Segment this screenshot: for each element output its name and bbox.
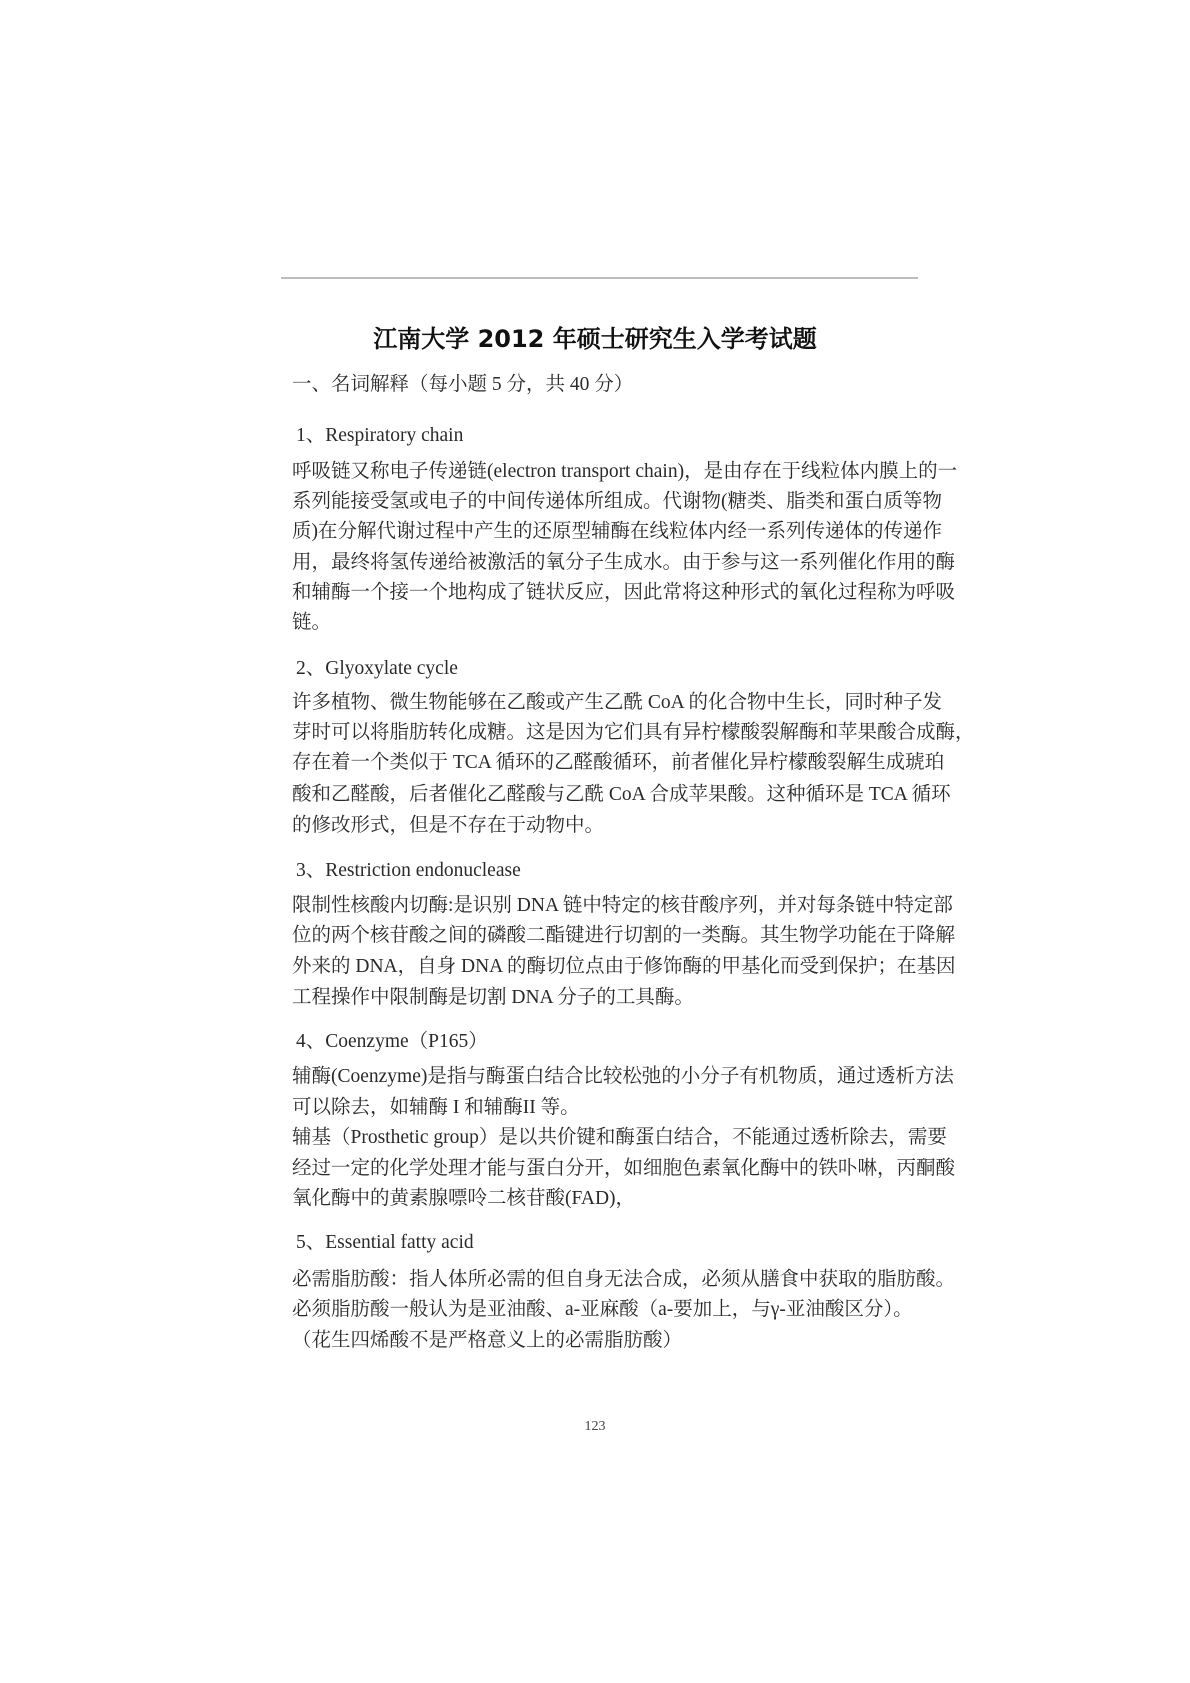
question-heading: 2、Glyoxylate cycle [296,658,458,679]
answer-line: 必需脂肪酸：指人体所必需的但自身无法合成，必须从膳食中获取的脂肪酸。 [292,1269,956,1290]
answer-line: 存在着一个类似于 TCA 循环的乙醛酸循环，前者催化异柠檬酸裂解生成琥珀 [292,752,945,773]
answer-line: 系列能接受氢或电子的中间传递体所组成。代谢物(糖类、脂类和蛋白质等物 [292,491,942,512]
answer-line: 必须脂肪酸一般认为是亚油酸、a-亚麻酸（a-要加上，与γ-亚油酸区分）。 [292,1299,913,1320]
answer-line: 辅酶(Coenzyme)是指与酶蛋白结合比较松弛的小分子有机物质，通过透析方法 [292,1066,954,1087]
question-heading: 3、Restriction endonuclease [296,860,521,881]
answer-line: 外来的 DNA，自身 DNA 的酶切位点由于修饰酶的甲基化而受到保护；在基因 [292,956,956,977]
answer-line: 经过一定的化学处理才能与蛋白分开，如细胞色素氧化酶中的铁卟啉，丙酮酸 [292,1158,956,1179]
question-heading: 4、Coenzyme（P165） [296,1031,488,1052]
answer-line: 酸和乙醛酸，后者催化乙醛酸与乙酰 CoA 合成苹果酸。这种循环是 TCA 循环 [292,784,951,805]
answer-line: 和辅酶一个接一个地构成了链状反应，因此常将这种形式的氧化过程称为呼吸 [292,582,956,603]
answer-line: 可以除去，如辅酶 I 和辅酶II 等。 [292,1097,580,1118]
answer-line: 氧化酶中的黄素腺嘌呤二核苷酸(FAD)， [292,1188,636,1209]
answer-line: 链。 [292,612,332,633]
answer-line: 的修改形式，但是不存在于动物中。 [292,815,605,836]
answer-line: 辅基（Prosthetic group）是以共价键和酶蛋白结合，不能通过透析除去，需要 [292,1127,947,1148]
answer-line: 质)在分解代谢过程中产生的还原型辅酶在线粒体内经一系列传递体的传递作 [292,521,942,542]
question-heading: 5、Essential fatty acid [296,1232,474,1253]
section-heading: 一、名词解释（每小题 5 分，共 40 分） [292,374,634,395]
page-number: 123 [584,1419,606,1434]
answer-line: 位的两个核苷酸之间的磷酸二酯键进行切割的一类酶。其生物学功能在于降解 [292,925,956,946]
answer-line: 许多植物、微生物能够在乙酸或产生乙酰 CoA 的化合物中生长，同时种子发 [292,692,943,713]
header-divider [281,277,918,279]
answer-line: 呼吸链又称电子传递链(electron transport chain)，是由存在于线粒体内膜上的一 [292,461,958,482]
page-title: 江南大学 2012 年硕士研究生入学考试题 [373,325,817,353]
answer-line: 限制性核酸内切酶:是识别 DNA 链中特定的核苷酸序列，并对每条链中特定部 [292,895,953,916]
answer-line: 工程操作中限制酶是切割 DNA 分子的工具酶。 [292,987,694,1008]
question-heading: 1、Respiratory chain [296,425,464,446]
answer-line: （花生四烯酸不是严格意义上的必需脂肪酸） [292,1330,683,1351]
answer-line: 用，最终将氢传递给被激活的氧分子生成水。由于参与这一系列催化作用的酶 [292,552,956,573]
answer-line: 芽时可以将脂肪转化成糖。这是因为它们具有异柠檬酸裂解酶和苹果酸合成酶， [292,722,975,743]
